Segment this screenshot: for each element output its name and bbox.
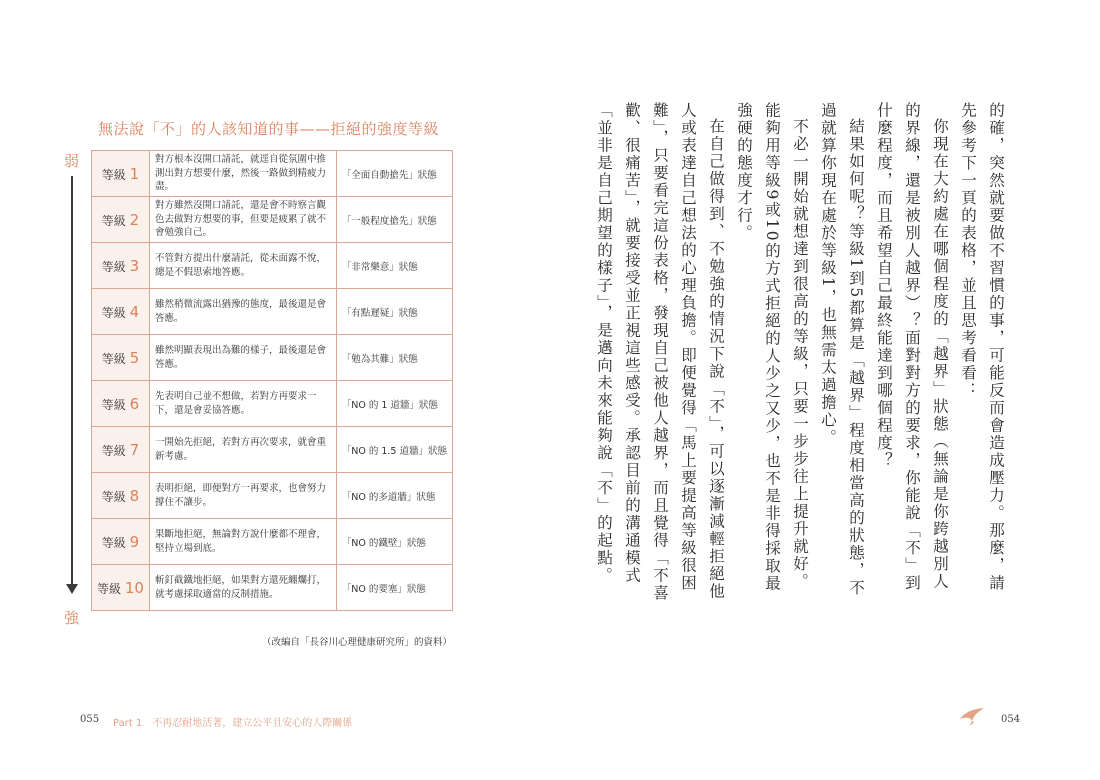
level-description: 表明拒絕，即便對方一再要求，也會努力撐住不讓步。 [149, 473, 336, 519]
level-label: 等級 [97, 581, 122, 596]
level-cell [92, 289, 150, 335]
level-cell [92, 243, 150, 289]
level-cell [92, 197, 150, 243]
table-row [92, 151, 453, 197]
table-row [92, 335, 453, 381]
level-label: 等級 [101, 213, 126, 228]
level-cell [92, 427, 150, 473]
table-row [92, 427, 453, 473]
level-description: 一開始先拒絕，若對方再次要求，就會重新考慮。 [149, 427, 336, 473]
level-description: 斬釘截鐵地拒絕，如果對方還死纏爛打，就考慮採取適當的反制措施。 [149, 565, 336, 611]
level-state: 「NO 的鐵壁」狀態 [336, 519, 452, 565]
level-state: 「非常樂意」狀態 [336, 243, 452, 289]
level-state: 「NO 的 1.5 道牆」狀態 [336, 427, 452, 473]
body-paragraph: 不必一開始就想達到很高的等級，只要一步步往上提升就好。能夠用等級9或10的方式拒絕的人少之又少，也不是非得採取最強硬的態度才行。 [735, 102, 809, 593]
level-state: 「NO 的 1 道牆」狀態 [336, 381, 452, 427]
level-number: 9 [129, 532, 140, 551]
levels-table [91, 150, 453, 611]
level-state: 「勉為其難」狀態 [336, 335, 452, 381]
source-note: （改編自「長谷川心理健康研究所」的資料） [261, 637, 452, 648]
level-state: 「有點遲疑」狀態 [336, 289, 452, 335]
level-cell [92, 151, 150, 197]
level-number: 6 [129, 394, 140, 413]
level-state: 「一般程度搶先」狀態 [336, 197, 452, 243]
level-description: 雖然明顯表現出為難的樣子，最後還是會答應。 [149, 335, 336, 381]
table-row [92, 473, 453, 519]
level-number: 5 [129, 348, 140, 367]
table-row [92, 381, 453, 427]
bird-logo-icon [958, 705, 986, 727]
level-cell [92, 565, 150, 611]
table-row [92, 519, 453, 565]
level-label: 等級 [101, 397, 126, 412]
level-description: 對方根本沒開口請託，就逕自從氛圍中推測出對方想要什麼，然後一路做到精疲力盡。 [149, 151, 336, 197]
table-row [92, 289, 453, 335]
level-label: 等級 [101, 351, 126, 366]
axis-weak-label: 弱 [64, 152, 80, 170]
level-cell [92, 335, 150, 381]
body-paragraph: 的確，突然就要做不習慣的事，可能反而會造成壓力。那麼，請先參考下一頁的表格，並且思考看看： [959, 102, 1005, 592]
level-number: 4 [129, 302, 140, 321]
level-description: 果斷地拒絕，無論對方說什麼都不理會，堅持立場到底。 [149, 519, 336, 565]
level-cell [92, 519, 150, 565]
table-row [92, 565, 453, 611]
body-paragraph: 在自己做得到、不勉強的情況下說「不」，可以逐漸減輕拒絕他人或表達自己想法的心理負擔。即便覺得「馬上要提高等級很困難」，只要看完這份表格，發現自己被他人越界，而且覺得「不喜歡、很痛苦」，就要接受並正視這些感受。承認目前的溝通模式「並非是自己期望的樣子」，是邁向未來能夠說「不」的起點。 [595, 102, 725, 602]
body-paragraph: 你現在大約處在哪個程度的「越界」狀態（無論是你跨越別人的界線，還是被別人越界）？面對對方的要求，你能說「不」到什麼程度，而且希望自己最終能達到哪個程度？ [875, 102, 949, 592]
level-label: 等級 [101, 535, 126, 550]
running-head: Part 1 不再忍耐地活著，建立公平且安心的人際關係 [113, 718, 353, 729]
level-number: 10 [124, 578, 144, 597]
level-description: 對方雖然沒開口請託，還是會不時察言觀色去做對方想要的事，但要是疲累了就不會勉強自己。 [149, 197, 336, 243]
table-row [92, 197, 453, 243]
level-description: 不管對方提出什麼請託，從未面露不悅，總是不假思索地答應。 [149, 243, 336, 289]
level-state: 「NO 的要塞」狀態 [336, 565, 452, 611]
page-number-right: 054 [1001, 714, 1021, 725]
body-paragraph: 結果如何呢？等級1到5都算是「越界」程度相當高的狀態，不過就算你現在處於等級1，也無需太過擔心。 [819, 102, 865, 597]
level-label: 等級 [101, 305, 126, 320]
level-label: 等級 [101, 443, 126, 458]
level-cell [92, 473, 150, 519]
level-number: 2 [129, 210, 140, 229]
level-label: 等級 [101, 259, 126, 274]
level-description: 雖然稍微流露出猶豫的態度，最後還是會答應。 [149, 289, 336, 335]
level-cell [92, 381, 150, 427]
down-arrow-icon [66, 584, 78, 594]
level-number: 8 [129, 486, 140, 505]
axis-line [71, 176, 73, 588]
level-state: 「NO 的多道牆」狀態 [336, 473, 452, 519]
level-label: 等級 [101, 167, 126, 182]
axis-strong-label: 強 [64, 609, 80, 627]
level-number: 7 [129, 440, 140, 459]
level-state: 「全面自動搶先」狀態 [336, 151, 452, 197]
page-number-left: 055 [80, 714, 100, 725]
table-row [92, 243, 453, 289]
body-text [590, 102, 1010, 602]
level-description: 先表明自己並不想做，若對方再要求一下，還是會妥協答應。 [149, 381, 336, 427]
level-number: 1 [129, 164, 140, 183]
table-title: 無法說「不」的人該知道的事——拒絕的強度等級 [98, 120, 440, 138]
level-number: 3 [129, 256, 140, 275]
level-label: 等級 [101, 489, 126, 504]
